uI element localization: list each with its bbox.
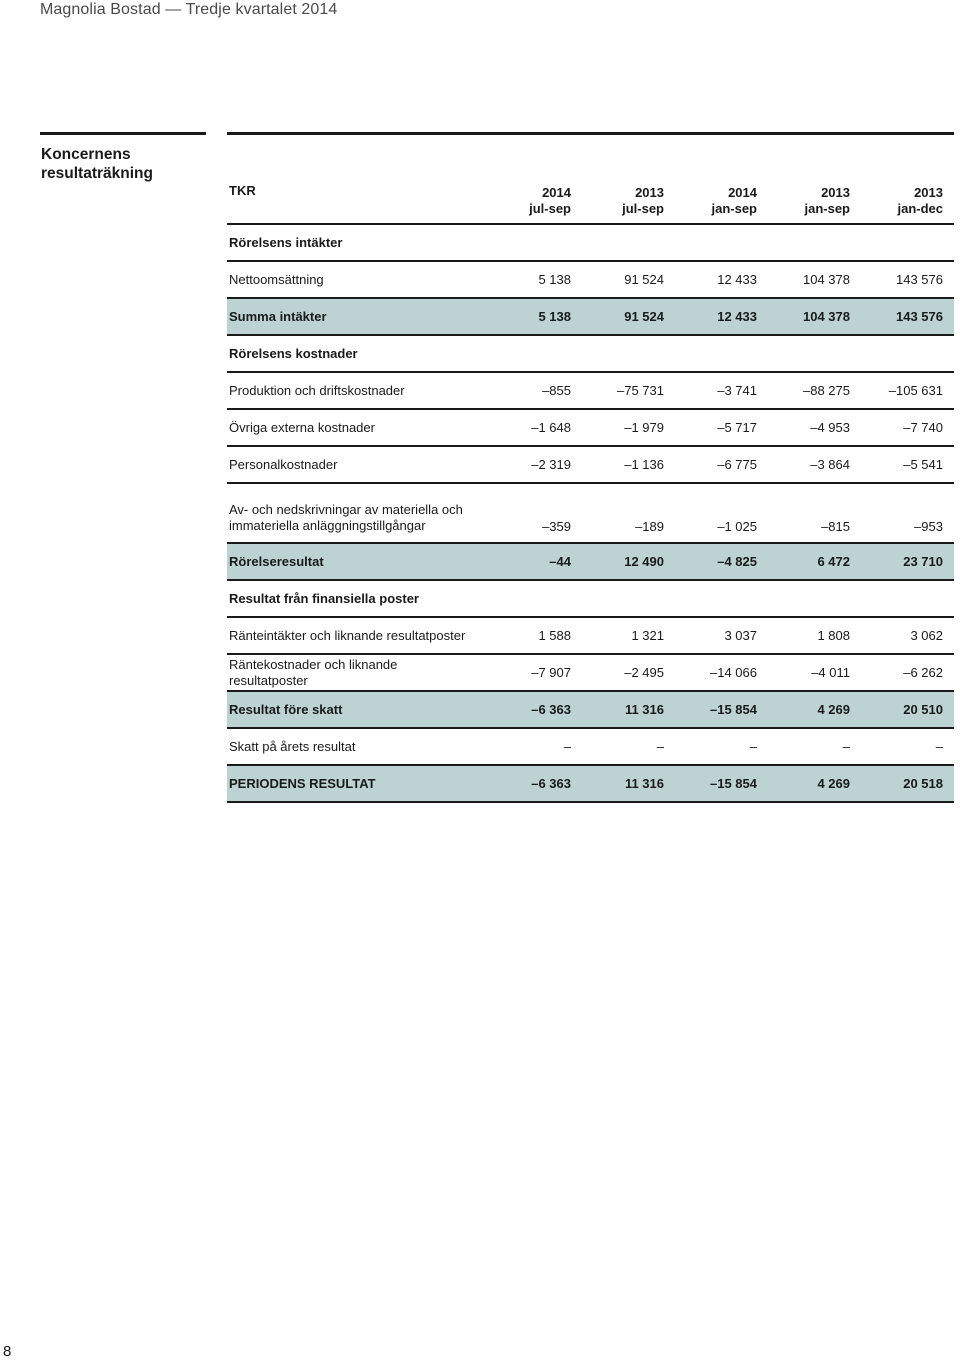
cell-value: 4 269 [768, 765, 861, 802]
table-row [227, 617, 954, 654]
table-row-total [227, 691, 954, 728]
cell-value [675, 580, 768, 617]
cell-value: 91 524 [582, 298, 675, 335]
row-label: Räntekostnader och liknande resultatposter [227, 654, 489, 691]
cell-value [489, 580, 582, 617]
cell-value: –3 864 [768, 446, 861, 483]
cell-value [861, 335, 954, 372]
section-rule [40, 132, 206, 135]
cell-value: –88 275 [768, 372, 861, 409]
column-header [768, 134, 861, 225]
row-label: Personalkostnader [227, 446, 489, 483]
row-label: Rörelsens intäkter [227, 224, 489, 261]
cell-value [861, 224, 954, 261]
table-row-total [227, 298, 954, 335]
cell-value: –4 953 [768, 409, 861, 446]
column-period: jan-sep [804, 201, 850, 216]
cell-value: 1 321 [582, 617, 675, 654]
cell-value: 91 524 [582, 261, 675, 298]
cell-value: 104 378 [768, 261, 861, 298]
cell-value: 5 138 [489, 261, 582, 298]
row-label: Rörelsens kostnader [227, 335, 489, 372]
column-period: jan-sep [711, 201, 757, 216]
cell-value: –953 [861, 483, 954, 543]
cell-value: –1 648 [489, 409, 582, 446]
cell-value [582, 580, 675, 617]
income-statement-table [227, 132, 954, 803]
cell-value: –1 136 [582, 446, 675, 483]
cell-value: –815 [768, 483, 861, 543]
cell-value [582, 335, 675, 372]
column-year: 2014 [728, 185, 757, 200]
cell-value [582, 224, 675, 261]
cell-value: 3 037 [675, 617, 768, 654]
table-row-total [227, 543, 954, 580]
table-row [227, 224, 954, 261]
table-row [227, 580, 954, 617]
cell-value [768, 335, 861, 372]
column-year: 2013 [635, 185, 664, 200]
page-number: 8 [3, 1343, 12, 1360]
cell-value: –5 541 [861, 446, 954, 483]
cell-value: –4 825 [675, 543, 768, 580]
table-row [227, 728, 954, 765]
cell-value: 104 378 [768, 298, 861, 335]
cell-value: –6 775 [675, 446, 768, 483]
table-row [227, 372, 954, 409]
table-row [227, 446, 954, 483]
cell-value: 3 062 [861, 617, 954, 654]
column-header [861, 134, 954, 225]
cell-value [675, 335, 768, 372]
cell-value: –44 [489, 543, 582, 580]
cell-value: –1 025 [675, 483, 768, 543]
row-label: Resultat från finansiella poster [227, 580, 489, 617]
cell-value: –855 [489, 372, 582, 409]
table-row [227, 654, 954, 691]
cell-value: –2 495 [582, 654, 675, 691]
cell-value: 4 269 [768, 691, 861, 728]
cell-value: 143 576 [861, 298, 954, 335]
cell-value: 1 588 [489, 617, 582, 654]
cell-value: 20 518 [861, 765, 954, 802]
cell-value: –7 907 [489, 654, 582, 691]
cell-value: –7 740 [861, 409, 954, 446]
cell-value: –4 011 [768, 654, 861, 691]
row-label: Av- och nedskrivningar av materiella och immateriella anläggningstillgångar [227, 483, 489, 543]
table-row-total [227, 765, 954, 802]
row-label: PERIODENS RESULTAT [227, 765, 489, 802]
cell-value: –105 631 [861, 372, 954, 409]
cell-value: –15 854 [675, 765, 768, 802]
cell-value [768, 224, 861, 261]
cell-value: 23 710 [861, 543, 954, 580]
cell-value: – [768, 728, 861, 765]
cell-value [489, 224, 582, 261]
column-period: jul-sep [529, 201, 571, 216]
cell-value: 12 433 [675, 298, 768, 335]
cell-value: 11 316 [582, 691, 675, 728]
cell-value: –15 854 [675, 691, 768, 728]
cell-value: –189 [582, 483, 675, 543]
row-label: Skatt på årets resultat [227, 728, 489, 765]
cell-value: –6 262 [861, 654, 954, 691]
column-header [582, 134, 675, 225]
table-row [227, 335, 954, 372]
cell-value: 12 433 [675, 261, 768, 298]
row-label: Nettoomsättning [227, 261, 489, 298]
cell-value: – [582, 728, 675, 765]
table-row [227, 261, 954, 298]
running-header: Magnolia Bostad — Tredje kvartalet 2014 [40, 1, 338, 18]
row-label: Ränteintäkter och liknande resultatposter [227, 617, 489, 654]
cell-value: –5 717 [675, 409, 768, 446]
cell-value: –6 363 [489, 765, 582, 802]
row-label: Resultat före skatt [227, 691, 489, 728]
cell-value: –2 319 [489, 446, 582, 483]
cell-value: – [861, 728, 954, 765]
cell-value: 6 472 [768, 543, 861, 580]
table-row [227, 483, 954, 543]
cell-value [768, 580, 861, 617]
cell-value: 5 138 [489, 298, 582, 335]
row-label: Övriga externa kostnader [227, 409, 489, 446]
column-header [675, 134, 768, 225]
section-title: Koncernens resultaträkning [41, 146, 153, 182]
cell-value: –75 731 [582, 372, 675, 409]
column-period: jan-dec [897, 201, 943, 216]
cell-value: 12 490 [582, 543, 675, 580]
table-row [227, 409, 954, 446]
column-year: 2013 [914, 185, 943, 200]
cell-value [861, 580, 954, 617]
cell-value [489, 335, 582, 372]
column-year: 2013 [821, 185, 850, 200]
cell-value [675, 224, 768, 261]
cell-value: – [489, 728, 582, 765]
cell-value: –359 [489, 483, 582, 543]
cell-value: 143 576 [861, 261, 954, 298]
row-label: Rörelseresultat [227, 543, 489, 580]
cell-value: –14 066 [675, 654, 768, 691]
unit-label: TKR [227, 134, 489, 225]
row-label: Summa intäkter [227, 298, 489, 335]
cell-value: 11 316 [582, 765, 675, 802]
cell-value: 1 808 [768, 617, 861, 654]
cell-value: –1 979 [582, 409, 675, 446]
cell-value: 20 510 [861, 691, 954, 728]
income-statement-table-wrap [227, 132, 954, 803]
cell-value: –3 741 [675, 372, 768, 409]
table-header-row [227, 134, 954, 225]
cell-value: – [675, 728, 768, 765]
row-label: Produktion och driftskostnader [227, 372, 489, 409]
column-period: jul-sep [622, 201, 664, 216]
cell-value: –6 363 [489, 691, 582, 728]
column-header [489, 134, 582, 225]
column-year: 2014 [542, 185, 571, 200]
